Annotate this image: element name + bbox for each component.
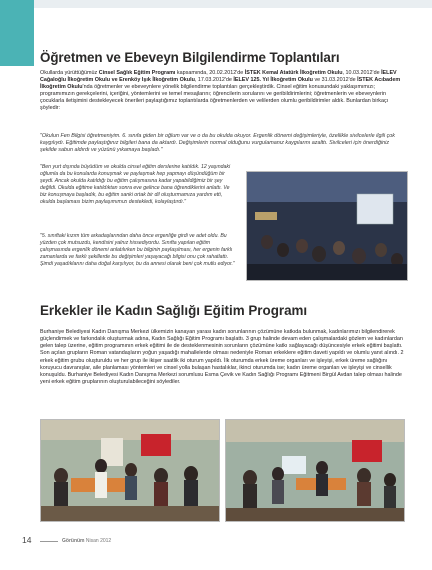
quote-1: "Okulun Fen Bilgisi öğretmeniyim. 6. sınıfa giden bir oğlum var ve o da bu okulda okuyor. Ergenlik dönemi değişimleriyle, özellikle sivilcelerle ilgili çok kaygılıydı. Eğitimde paylaştığınız bilgileri bana da aktardı. Değişimlerin normal olduğunu vurgulamanız kaygılarını azalttı. Sivilceleri için önerdiğiniz şekilde sabun aldırdı ve yüzünü yıkamaya başladı." xyxy=(40,133,395,154)
quote-3: "5. sınıftaki kızım tüm arkadaşlarından daha önce ergenliğe girdi ve adet oldu. Bu yüzden çok mutsuzdu, kendisini yalnız hissediyordu. Sınıfta yapılan eğitim çalışmasında ergenlik dönemi anlatılırken bu bilginin paylaşılması, her ergenin farklı zamanlarda ve farklı şekillerde bu değişimleri yaşayacağı bilgisi onu çok rahatlattı. Şimdi yaşadıklarını daha doğal karşılıyor, bu da annesi olarak beni çok mutlu ediyor." xyxy=(40,233,235,267)
accent-block xyxy=(0,0,34,66)
footer-magazine xyxy=(62,538,111,544)
page-number: 14 xyxy=(22,535,32,545)
intro-text-run: ve 31.03.2012'de xyxy=(312,77,358,84)
intro-bold-run: İELEV 125. Yıl İlkoğretim Okulu xyxy=(233,77,313,84)
intro-bold-run: İELEV Cağaloğlu İlkoğretim Okulu ve Erenköy Işık İlkoğretim Okulu xyxy=(40,70,397,84)
page-footer xyxy=(22,535,404,547)
footer-magazine-name: Görünüm xyxy=(62,538,85,544)
footer-divider xyxy=(40,541,58,542)
program-paragraph: Burhaniye Belediyesi Kadın Danışma Merkezi ülkemizin kanayan yarası kadın sorunlarının çözümüne katkıda bulunmak, kadınlarımızı bilgilendirerek güçlendirmek ve farkındalık oluşturmak adına, Kadın Sağlığı Eğitim Programı başlattı. 3 grup halinde devam eden çalışmalardaki gözlem ve kadınlardan gelen talep üzerine, eğitim programının erkek eğitimi ile de desteklenmesinin sorunların çözümüne katkı sağlayacağı düşüncesiyle erkek eğitimi başlattı. Son açılan grupların Roman vatandaşların yoğun yaşadığı mahallelerde olması nedeniyle Roman erkeklere eğitim daveti yapıldı ve olumlu yanıt alındı. 2 erkek eğitim grubu oluşturuldu ve her grup ile ikişer saatlik iki oturum yapıldı. İlk oturumda erkek üreme organları ve işleyişi, erkek üreme sağlığını koruyucu davranışlar, aile planlaması yöntemleri ve cinsel yolla bulaşan hastalıklar, ikinci oturumda ise; kadın üreme organları ve işleyişi ve cinsellik konuşuldu. Burhaniye Belediyesi Kadın Danışma Merkezi sorumlusu Esma Çevik ve Kadın Sağlığı Programı Eğitmeni Birgül Avdan talep olması halinde yeni erkek eğitim gruplarının oluşturulabileceğini söylediler. xyxy=(40,329,404,386)
quote-2: "Ben yurt dışında büyüdüm ve okulda cinsel eğitim derslerine katıldık. 12 yaşındaki oğlumla da bu konularda konuşmak ve paylaşmak hep yapmayı düşündüğüm bir şeydi. Ancak okulda katıldığı bu eğitim çalışmasına kadar yapabildiğimiz bir şey değildi. Okulda eğitime katıldıktan sonra eve gelince bana öğrendiklerini anlattı. Ve biz konuşmaya başladık, bu eğitim sanki ortak bir dil oluşturmamıza yardım etti, okulda başlaması bizim paylaşımımızı destekledi, kolaylaştırdı." xyxy=(40,164,231,205)
training-photo-left xyxy=(40,419,220,522)
meeting-photo xyxy=(246,171,408,281)
training-photo-right xyxy=(225,419,405,522)
page-content xyxy=(22,0,404,570)
intro-text-run: Okullarda yürüttüğümüz xyxy=(40,70,99,76)
intro-paragraph xyxy=(40,70,404,113)
intro-text-run: kapsamında, 20.02.2012'de xyxy=(175,70,245,76)
intro-bold-run: İSTEK Acıbadem İlkoğretim Okulu xyxy=(40,77,401,91)
training-photo-right-illustration xyxy=(226,420,405,522)
training-photo-left-illustration xyxy=(41,420,220,522)
section-title-1: Öğretmen ve Ebeveyn Bilgilendirme Toplantıları xyxy=(40,50,340,65)
intro-text-run: , 10.03.2012'de xyxy=(342,70,382,76)
intro-text-run: , 17.03.2012'de xyxy=(194,77,234,84)
intro-text-run: 'nda öğretmenler ve ebeveynlere yönelik bilgilendirme toplantıları gerçekleştirdik. Cinsel eğitim konusundaki yaklaşımımızı; programımızın gerekçelerini, içeriğini, yöntemlerini ve temel mesajlarını; öğrencilerin sorularını ve geribildirimlerini; öğretmenlerin ve ebeveynlerin çocuklarla iletişimini destekleyecek önerileri paylaştığımız toplantılarda öğretmenlerden ve velilerden olumlu geribildirimler aldık. Bunlardan birkaçı şöyledir: xyxy=(40,84,389,112)
intro-bold-run: Cinsel Sağlık Eğitim Programı xyxy=(98,70,176,76)
section-title-2: Erkekler ile Kadın Sağlığı Eğitim Programı xyxy=(40,303,308,318)
footer-issue: Nisan 2012 xyxy=(85,538,112,544)
intro-bold-run: İSTEK Kemal Atatürk İlkoğretim Okulu xyxy=(244,70,343,76)
meeting-photo-illustration xyxy=(247,172,408,281)
